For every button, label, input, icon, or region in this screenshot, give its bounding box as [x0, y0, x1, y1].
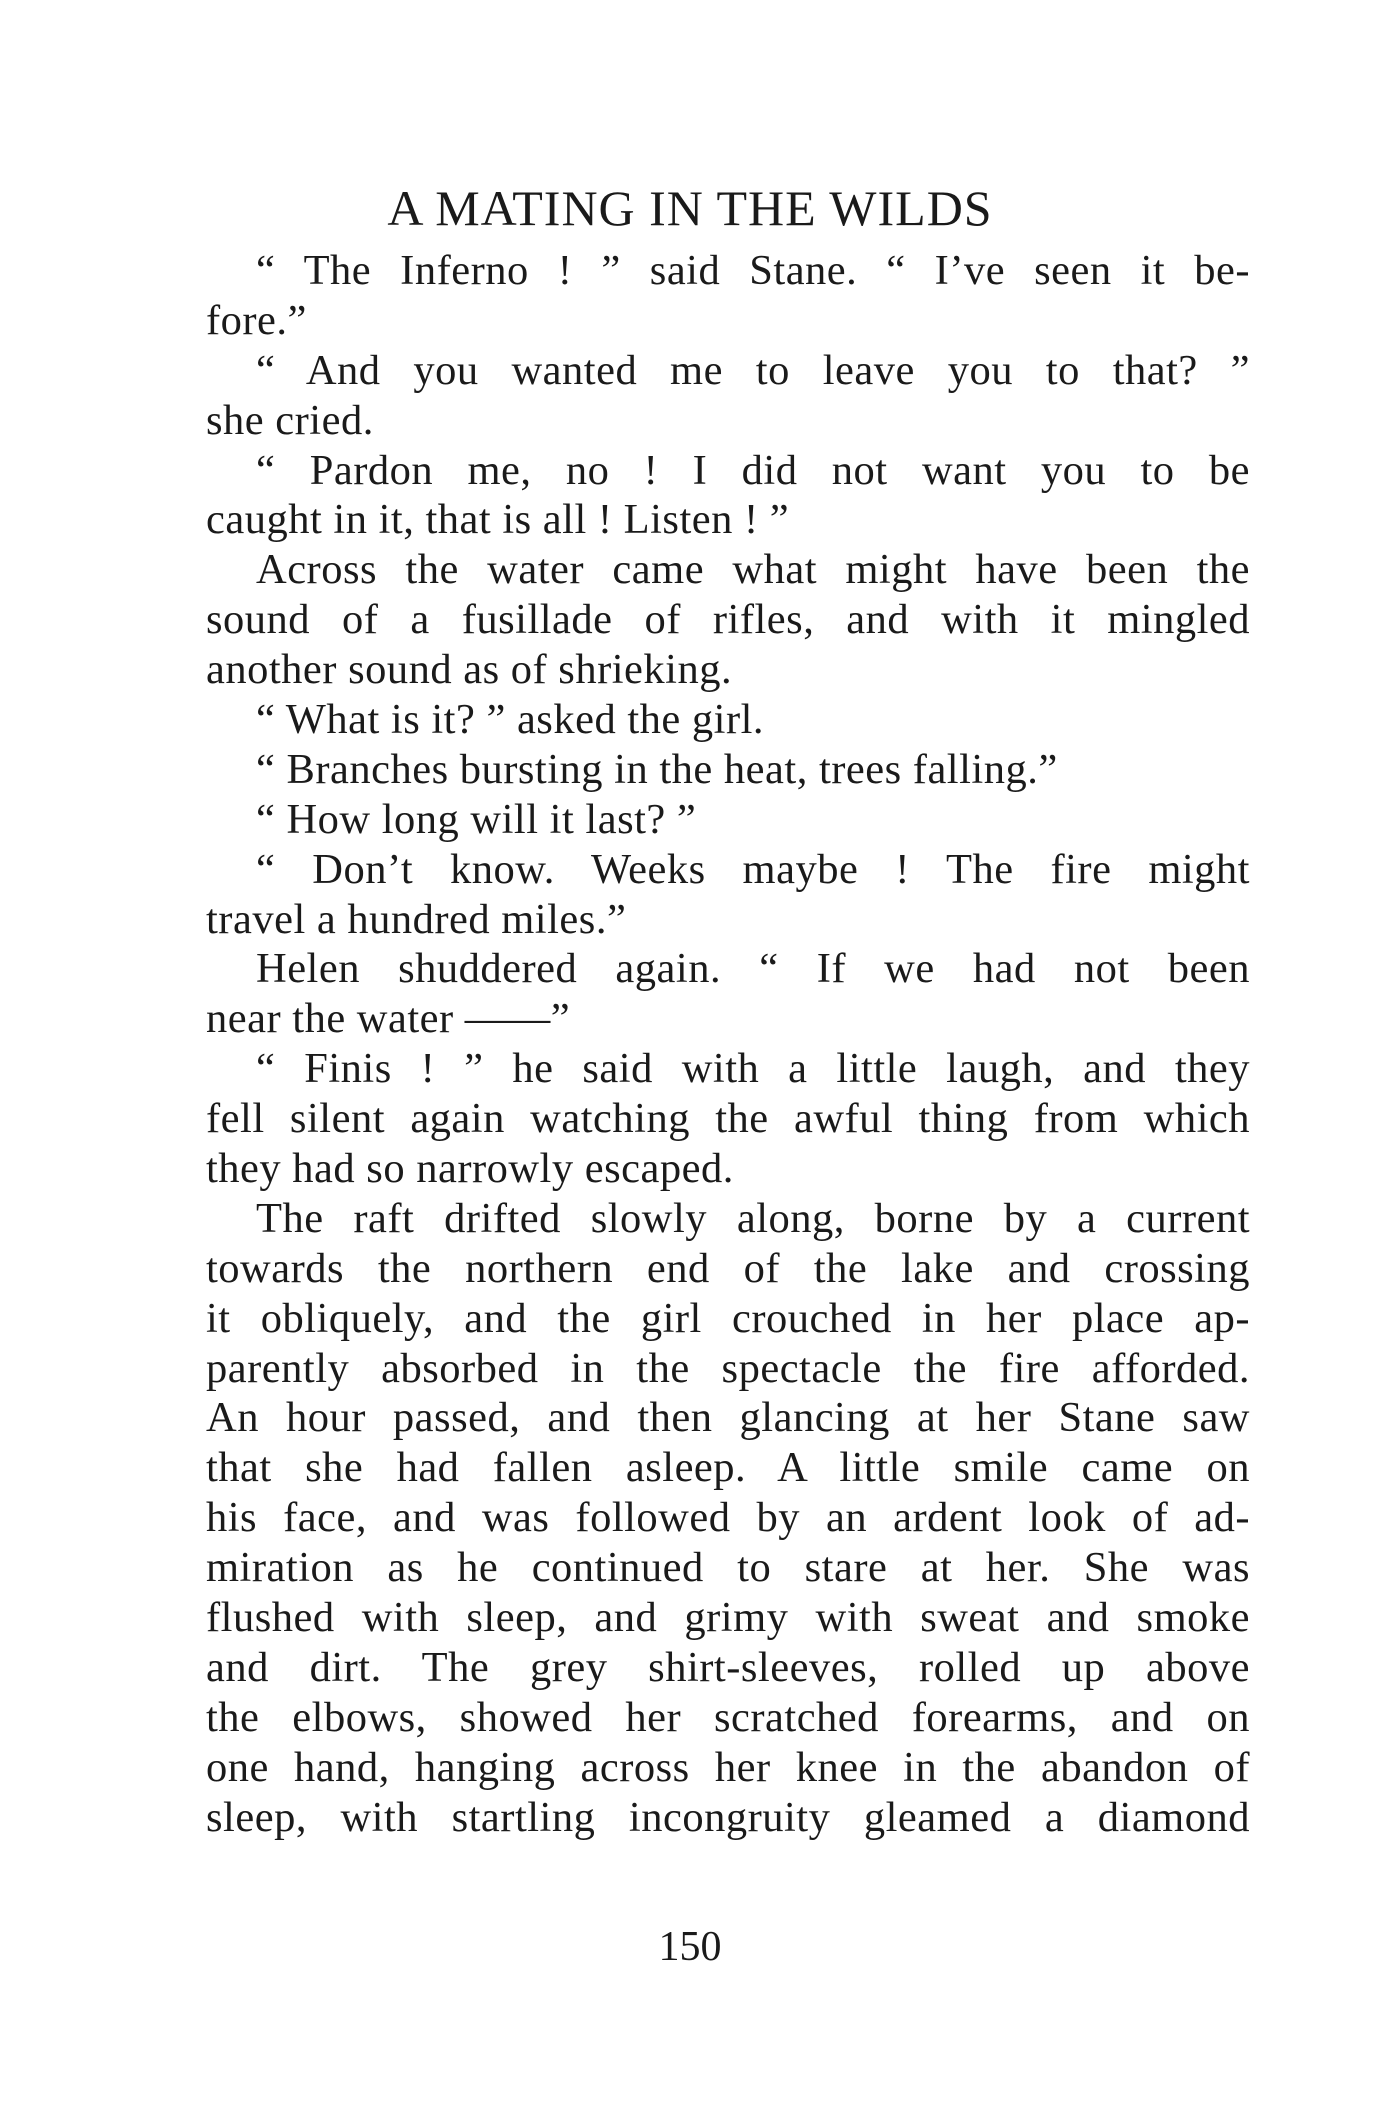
text-line: “ Finis ! ” he said with a little laugh, and they: [256, 1045, 1250, 1093]
text-line: near the water ——”: [206, 995, 571, 1043]
text-line: The raft drifted slowly along, borne by a current: [256, 1194, 1250, 1242]
text-line: “ The Inferno ! ” said Stane. “ I’ve seen it be-: [256, 247, 1250, 294]
text-line: towards the northern end of the lake and crossing: [206, 1244, 1250, 1292]
text-line: Across the water came what might have been the: [256, 546, 1250, 594]
text-line: caught in it, that is all ! Listen ! ”: [206, 496, 790, 544]
text-line: “ Don’t know. Weeks maybe ! The fire might: [256, 845, 1250, 893]
text-line: the elbows, showed her scratched forearms, and on: [206, 1693, 1250, 1741]
text-line: fore.”: [206, 296, 307, 344]
text-line: Helen shuddered again. “ If we had not been: [256, 945, 1250, 993]
body-text: [206, 246, 1250, 1843]
text-line: they had so narrowly escaped.: [206, 1145, 734, 1193]
text-line: parently absorbed in the spectacle the fire afforded.: [206, 1344, 1250, 1392]
text-line: another sound as of shrieking.: [206, 646, 733, 694]
text-line: and dirt. The grey shirt-sleeves, rolled up above: [206, 1643, 1250, 1691]
text-line: it obliquely, and the girl crouched in her place ap-: [206, 1294, 1250, 1342]
text-line: miration as he continued to stare at her. She was: [206, 1544, 1250, 1592]
text-line: travel a hundred miles.”: [206, 895, 627, 943]
text-line: An hour passed, and then glancing at her Stane saw: [206, 1394, 1250, 1442]
running-head: A MATING IN THE WILDS: [387, 180, 993, 236]
text-line: sleep, with startling incongruity gleamed a diamond: [206, 1793, 1250, 1841]
text-line: “ How long will it last? ”: [256, 795, 697, 843]
page-number: 150: [658, 1924, 722, 1970]
text-line: “ Pardon me, no ! I did not want you to be: [256, 446, 1250, 494]
text-line: one hand, hanging across her knee in the abandon of: [206, 1743, 1250, 1791]
text-line: she cried.: [206, 396, 374, 444]
text-line: “ Branches bursting in the heat, trees falling.”: [256, 745, 1058, 793]
text-line: “ And you wanted me to leave you to that? ”: [256, 346, 1250, 394]
text-line: “ What is it? ” asked the girl.: [256, 696, 765, 744]
text-line: flushed with sleep, and grimy with sweat and smoke: [206, 1594, 1250, 1642]
text-line: sound of a fusillade of rifles, and with it mingled: [206, 596, 1250, 644]
text-line: fell silent again watching the awful thing from which: [206, 1095, 1250, 1143]
text-line: that she had fallen asleep. A little smile came on: [206, 1444, 1250, 1492]
text-line: his face, and was followed by an ardent look of ad-: [206, 1494, 1250, 1542]
